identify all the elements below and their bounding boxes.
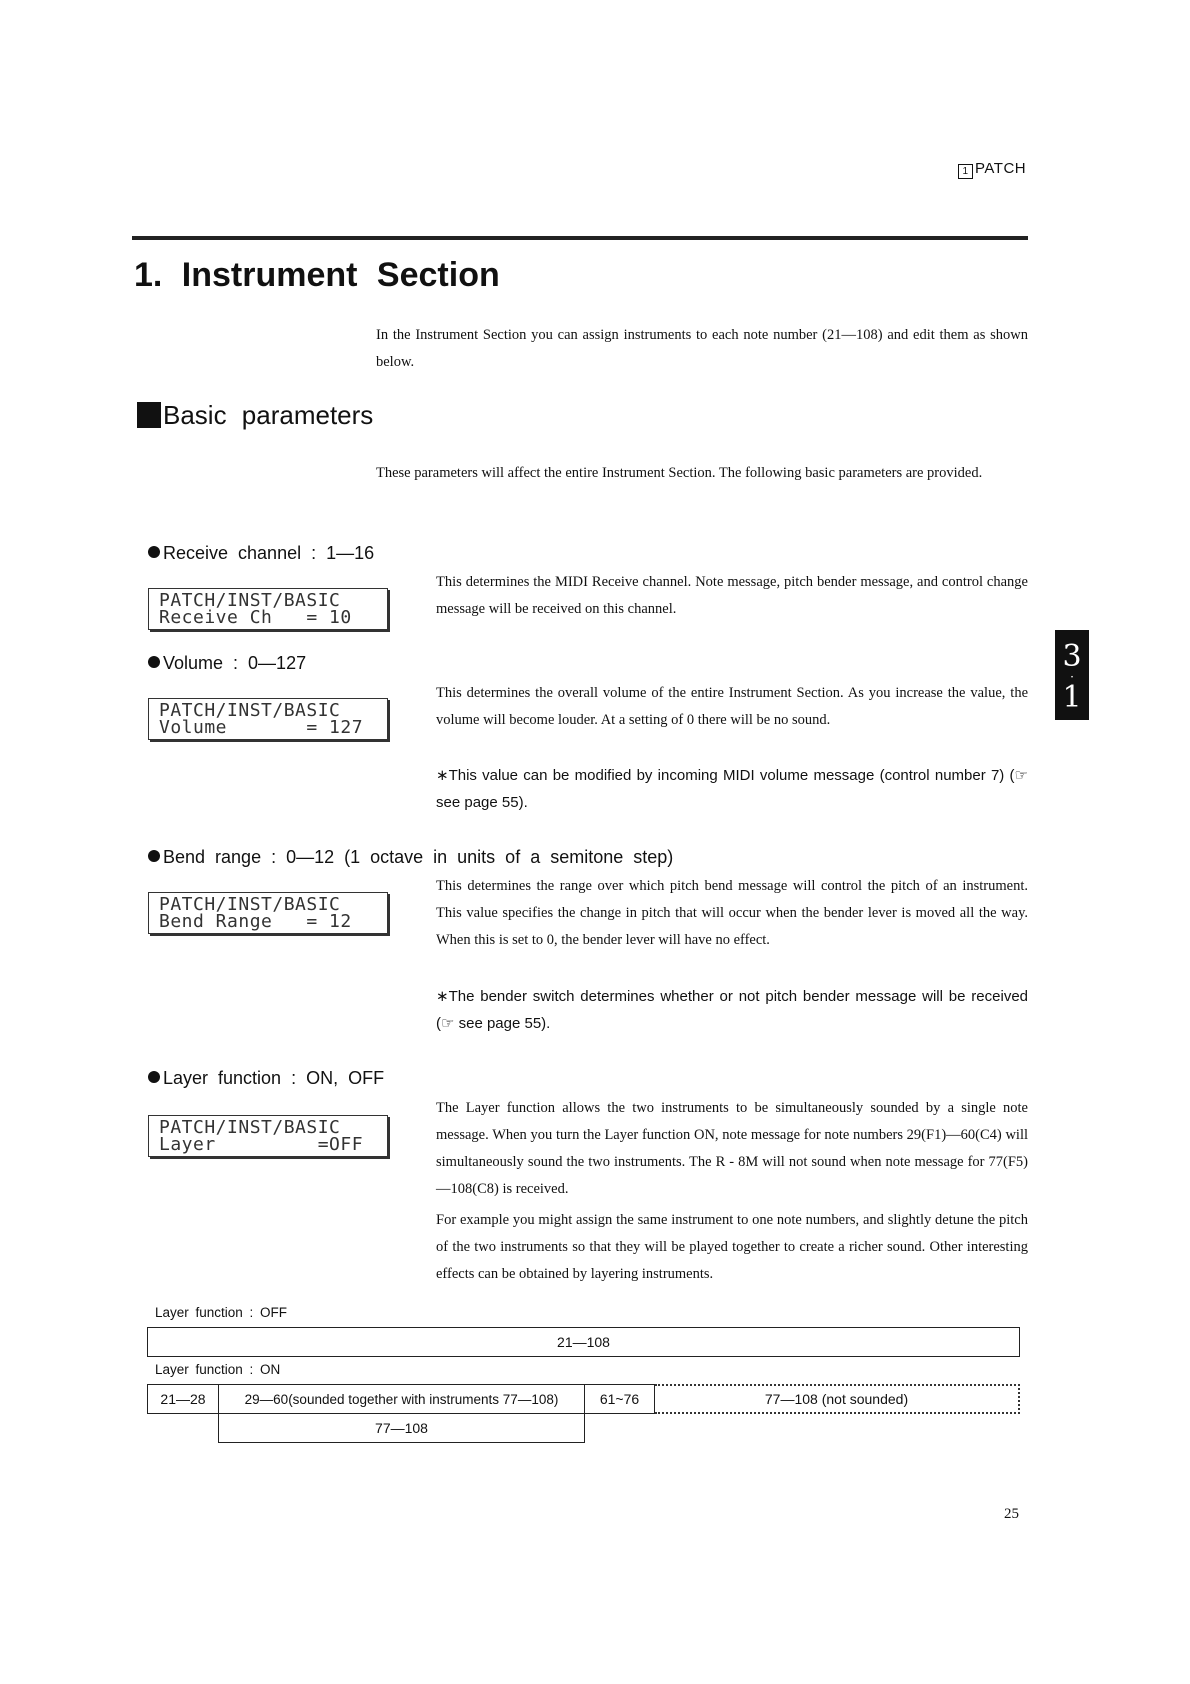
- square-bullet-icon: [137, 402, 161, 428]
- section-heading: Basic parameters: [137, 400, 373, 431]
- bullet-icon: [148, 546, 160, 558]
- intro-paragraph: In the Instrument Section you can assign instruments to each note number (21—108) and edit them as shown below.: [376, 327, 1028, 370]
- bend-range-heading: Bend range : 0—12 (1 octave in units of a semitone step): [148, 847, 673, 868]
- volume-desc: This determines the overall volume of the entire Instrument Section. As you increase the value, the volume will become louder. At a setting of 0 there will be no sound.: [436, 685, 1028, 728]
- layer-function-heading: Layer function : ON, OFF: [148, 1068, 384, 1089]
- layer-function-desc: The Layer function allows the two instruments to be simultaneously sounded by a single note message. When you turn the Layer function ON, note message for note numbers 29(F1)—60(C4) will simultaneously sound the two instruments. The R - 8M will not sound when note message for 77(F5)—108(C8) is received.: [436, 1100, 1028, 1197]
- chapter-tab: [1055, 630, 1089, 720]
- section-intro: These parameters will affect the entire Instrument Section. The following basic parameters are provided.: [376, 465, 983, 481]
- layer-on-label: Layer function : ON: [155, 1362, 281, 1377]
- receive-channel-heading: Receive channel : 1—16: [148, 543, 374, 564]
- layer-function-desc2: For example you might assign the same instrument to one note numbers, and slightly detune the pitch of the two instruments so that they will be played together to create a richer sound. Other interesting effects can be obtained by layering instruments.: [436, 1212, 1028, 1282]
- section-number-box: 1: [958, 164, 973, 179]
- layer-on-cell-4: 77—108 (not sounded): [655, 1384, 1020, 1414]
- chapter-tab-top: 3: [1062, 639, 1082, 674]
- receive-channel-lcd: PATCH/INST/BASIC Receive Ch = 10: [148, 588, 388, 630]
- header-label: [958, 160, 1026, 179]
- volume-lcd: PATCH/INST/BASIC Volume = 127: [148, 698, 388, 740]
- bullet-icon: [148, 850, 160, 862]
- page-number: 25: [1004, 1506, 1019, 1522]
- layer-off-label: Layer function : OFF: [155, 1305, 288, 1320]
- bend-range-lcd: PATCH/INST/BASIC Bend Range = 12: [148, 892, 388, 934]
- chapter-tab-bottom: 1: [1062, 680, 1082, 715]
- header-text: PATCH: [975, 160, 1027, 177]
- volume-note: ∗This value can be modified by incoming MIDI volume message (control number 7) (☞ see page 55).: [436, 767, 1028, 811]
- layer-off-range-cell: 21—108: [147, 1327, 1020, 1357]
- layer-on-sub-cell: 77—108: [218, 1413, 585, 1443]
- bullet-icon: [148, 656, 160, 668]
- layer-on-cell-3: 61~76: [584, 1384, 655, 1414]
- chapter-tab-divider: ·: [1070, 670, 1074, 684]
- header-rule: [132, 236, 1028, 240]
- layer-on-cell-2: 29—60(sounded together with instruments 77—108): [218, 1384, 585, 1414]
- page-title: 1. Instrument Section: [134, 256, 500, 294]
- layer-on-cell-1: 21—28: [147, 1384, 219, 1414]
- bend-range-desc: This determines the range over which pitch bend message will control the pitch of an instrument. This value specifies the change in pitch that will occur when the bender lever is moved all the way. When this is set to 0, the bender lever will have no effect.: [436, 878, 1028, 948]
- volume-heading: Volume : 0—127: [148, 653, 306, 674]
- receive-channel-desc: This determines the MIDI Receive channel. Note message, pitch bender message, and control change message will be received on this channel.: [436, 574, 1028, 617]
- layer-function-lcd: PATCH/INST/BASIC Layer =OFF: [148, 1115, 388, 1157]
- bullet-icon: [148, 1071, 160, 1083]
- bend-range-note: ∗The bender switch determines whether or not pitch bender message will be received (☞ see page 55).: [436, 988, 1028, 1032]
